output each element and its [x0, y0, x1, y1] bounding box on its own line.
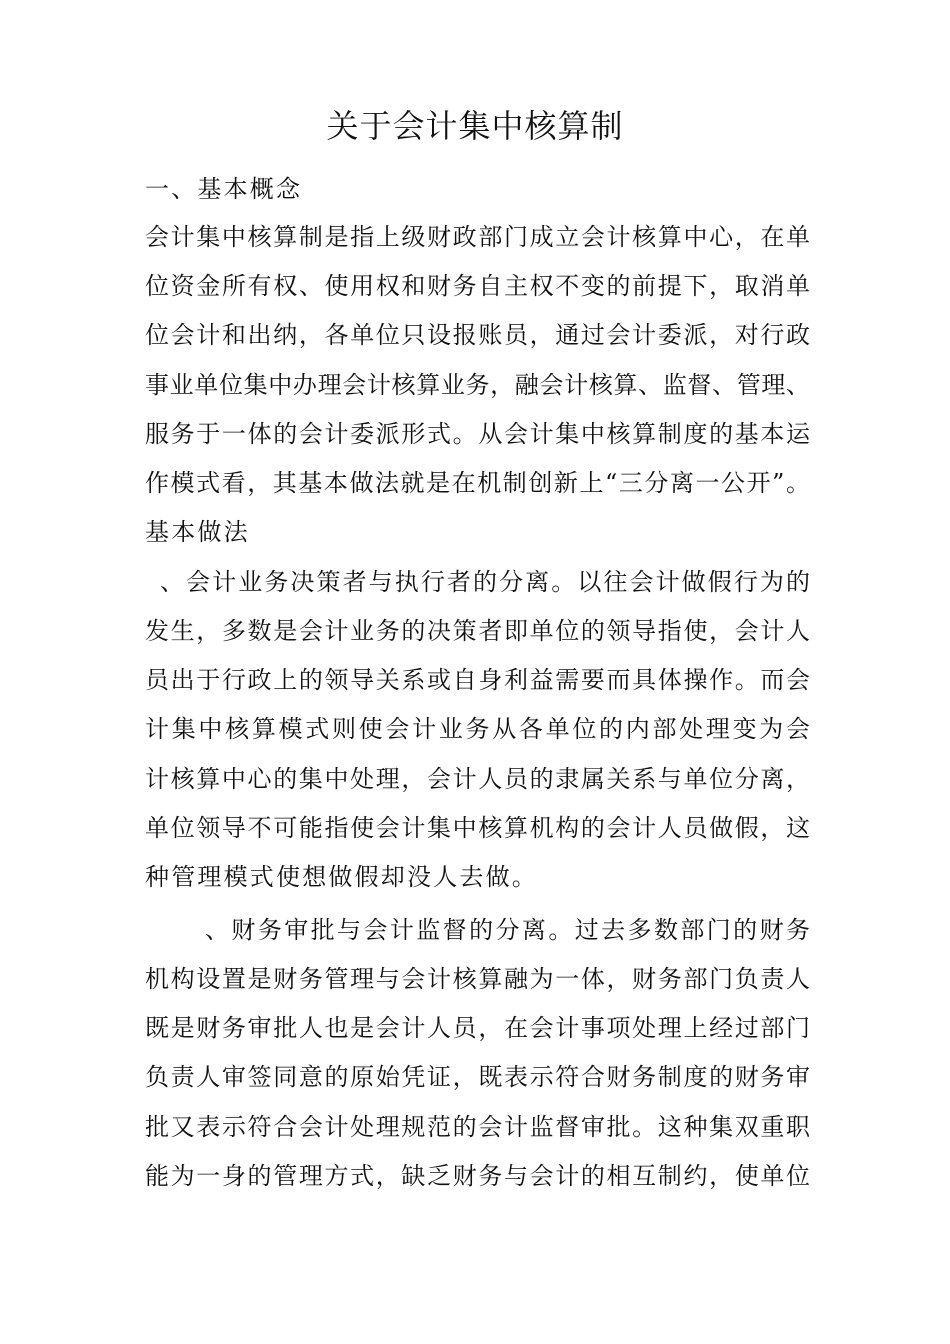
paragraph-line: 计集中核算模式则使会计业务从各单位的内部处理变为会 [145, 715, 810, 743]
paragraph-line: 既是财务审批人也是会计人员，在会计事项处理上经过部门 [145, 1014, 810, 1042]
paragraph-line: 发生，多数是会计业务的决策者即单位的领导指使，会计人 [145, 617, 810, 645]
paragraph-line: 单位领导不可能指使会计集中核算机构的会计人员做假，这 [145, 814, 810, 842]
paragraph-line: 计核算中心的集中处理，会计人员的隶属关系与单位分离， [145, 765, 810, 793]
document-title: 关于会计集中核算制 [326, 107, 624, 145]
paragraph-line: 作模式看，其基本做法就是在机制创新上“三分离一公开”。 [145, 469, 810, 497]
paragraph-line: 、财务审批与会计监督的分离。过去多数部门的财务 [205, 916, 810, 944]
paragraph-line: 位资金所有权、使用权和财务自主权不变的前提下，取消单 [145, 272, 810, 300]
paragraph-line: 服务于一体的会计委派形式。从会计集中核算制度的基本运 [145, 420, 810, 448]
paragraph-line: 机构设置是财务管理与会计核算融为一体，财务部门负责人 [145, 965, 810, 993]
section-heading-basic-concept: 一、基本概念 [145, 175, 303, 203]
section-heading-basic-method: 基本做法 [145, 518, 250, 546]
paragraph-line: 负责人审签同意的原始凭证，既表示符合财务制度的财务审 [145, 1063, 810, 1091]
paragraph-line: 能为一身的管理方式，缺乏财务与会计的相互制约，使单位 [145, 1162, 810, 1190]
paragraph-line: 事业单位集中办理会计核算业务，融会计核算、监督、管理、 [145, 371, 810, 399]
paragraph-line: 批又表示符合会计处理规范的会计监督审批。这种集双重职 [145, 1113, 810, 1141]
paragraph-line: 员出于行政上的领导关系或自身利益需要而具体操作。而会 [145, 666, 810, 694]
paragraph-line: 、会计业务决策者与执行者的分离。以往会计做假行为的 [160, 568, 810, 596]
paragraph-line: 种管理模式使想做假却没人去做。 [145, 863, 538, 891]
paragraph-line: 会计集中核算制是指上级财政部门成立会计核算中心，在单 [145, 223, 810, 251]
paragraph-line: 位会计和出纳，各单位只设报账员，通过会计委派，对行政 [145, 321, 810, 349]
